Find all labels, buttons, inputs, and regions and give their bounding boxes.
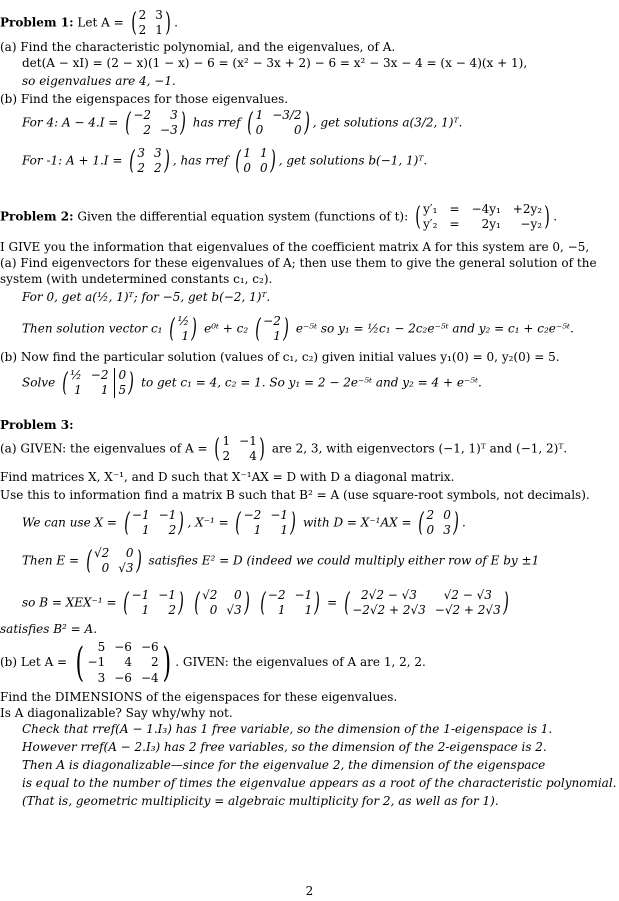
- matrix-cell: 3: [154, 146, 162, 160]
- matrix-cell: 1: [259, 146, 268, 160]
- matrix-cell: 0: [293, 123, 302, 138]
- matrix-cell: √2: [94, 546, 110, 560]
- matrix-rref4: ( 1 −3/2 0 0 ): [247, 107, 310, 138]
- vector-v5: ( −2 1 ): [255, 313, 289, 344]
- matrix-cell: −2: [133, 108, 152, 122]
- matrix-cell: −3: [160, 123, 178, 138]
- matrix-cell: −1: [158, 588, 176, 602]
- matrix-A1: ( 2 3 2 1 ): [130, 7, 171, 38]
- d-label: with D = X⁻¹AX =: [303, 515, 412, 530]
- matrix-cell: −1: [131, 508, 150, 522]
- p3-then-line: [22, 546, 539, 576]
- matrix-cell: 1: [155, 23, 163, 38]
- p3-find-dim: Find the DIMENSIONS of the eigenspaces for these eigenvalues.: [0, 690, 398, 704]
- matrix-cell: −6: [114, 640, 132, 654]
- matrix-Xinv: ( −2 −1 1 1 ): [235, 507, 296, 538]
- matrix-cell: ½: [70, 368, 82, 382]
- solve-label: Solve: [22, 375, 56, 390]
- form1-rref-label: , has rref: [172, 153, 229, 168]
- xinv-label: , X⁻¹ =: [187, 515, 229, 530]
- matrix-cell: −4y₁: [471, 202, 501, 216]
- matrix-cell: 4: [124, 655, 132, 670]
- matrix-cell: −6: [140, 640, 159, 654]
- p3b-post: . GIVEN: the eigenvalues of A are 1, 2, 2.: [175, 655, 426, 670]
- augmented-matrix: ( ½ −2 1 1 0 5 ): [62, 367, 135, 398]
- matrix-cell: 1: [273, 329, 281, 344]
- vector-v0: ( ½ 1 ): [169, 313, 197, 344]
- matrix-cell: 1: [255, 108, 264, 122]
- sol-mid: e⁰ᵗ + c₂: [204, 321, 249, 336]
- p2-given: I GIVE you the information that eigenvalues of the coefficient matrix A for this system are 0, −5,: [0, 240, 590, 254]
- matrix-cell: 0: [243, 161, 251, 176]
- matrix-cell: 2√2 − √3: [361, 588, 417, 602]
- matrix-cell: 2: [138, 23, 147, 38]
- problem2-title-line: Problem 2: Given the differential equation system (functions of t): ( y′₁ = −4y₁ +2y₂ y′₂ = 2y₁ −y₂ ) .: [0, 201, 558, 232]
- for4-solution: , get solutions a(3/2, 1)ᵀ.: [312, 115, 463, 130]
- matrix-rref1: ( 1 1 0 0 ): [235, 145, 276, 176]
- p3b-pre: (b) Let A =: [0, 655, 68, 670]
- matrix-cell: 2: [426, 508, 435, 522]
- p1-part-b: (b) Find the eigenspaces for those eigenvalues.: [0, 92, 289, 106]
- p3-sob-line: so B = XEX⁻¹ = ( −1 −1 1 2 ) ( √2 0 0 √3 ) ( −2 −1 1 1 ) = ( 2√2 − √3 √2 − √3 −2√2 + 2√3 −√2 + 2√3 ): [22, 588, 512, 618]
- page-number: 2: [305, 884, 314, 898]
- p1-form1-line: [22, 146, 427, 176]
- matrix-cell: 2: [143, 123, 152, 138]
- matrix-cell: 1: [141, 603, 150, 618]
- matrix-cell: −3/2: [272, 108, 302, 122]
- p2-solve-line: [22, 368, 482, 398]
- p3-ans2: However rref(A − 2.I₃) has 2 free variables, so the dimension of the 2-eigenspace is 2.: [22, 740, 547, 754]
- matrix-A-4I: ( −2 3 2 −3 ): [125, 107, 186, 138]
- matrix-cell: 2: [151, 655, 159, 670]
- matrix-cell: −1: [294, 588, 313, 602]
- solve-result: to get c₁ = 4, c₂ = 1. So y₁ = 2 − 2e⁻⁵ᵗ and y₂ = 4 + e⁻⁵ᵗ.: [141, 375, 482, 390]
- form1-label: For -1: A + 1.I =: [22, 153, 123, 168]
- matrix-cell: −1: [158, 508, 177, 522]
- matrix-cell: √3: [118, 561, 134, 576]
- matrix-cell: √2 − √3: [443, 588, 492, 602]
- matrix-D: ( 2 0 0 3 ): [418, 507, 459, 538]
- matrix-cell: ½: [177, 314, 190, 328]
- matrix-cell: −1: [239, 434, 257, 448]
- matrix-cell: −1: [270, 508, 289, 522]
- matrix-cell: +2y₂: [512, 202, 543, 216]
- matrix-cell: 0: [101, 561, 110, 576]
- matrix-cell: 1: [181, 329, 190, 344]
- matrix-E: ( √2 0 0 √3 ): [86, 545, 142, 576]
- system-matrix: ( y′₁ = −4y₁ +2y₂ y′₂ = 2y₁ −y₂ ): [415, 201, 550, 232]
- matrix-cell: y′₂: [423, 217, 438, 232]
- matrix-cell: 3: [443, 523, 451, 538]
- matrix-cell: 3: [170, 108, 178, 122]
- matrix-cell: 1: [280, 523, 289, 538]
- p3-use-info: Use this to information find a matrix B such that B² = A (use square-root symbols, not decimals).: [0, 488, 590, 502]
- p3-diag-q: Is A diagonalizable? Say why/why not.: [0, 706, 233, 720]
- p3-ans4: is equal to the number of times the eigenvalue appears as a root of the characteristic polynomial.: [22, 776, 617, 790]
- p3-part-b-line: [0, 640, 426, 685]
- p3-ans5: (That is, geometric multiplicity = algebraic multiplicity for 2, as well as for 1).: [22, 794, 499, 808]
- form1-solution: , get solutions b(−1, 1)ᵀ.: [278, 153, 428, 168]
- matrix-A3b: ( 5 −6 −6 −1 4 2 3 −6 −4 ): [75, 639, 171, 686]
- matrix-cell: 1: [222, 434, 231, 448]
- matrix-cell: −y₂: [520, 217, 543, 232]
- matrix-A+I: ( 3 3 2 2 ): [129, 145, 170, 176]
- p3-ans3: Then A is diagonalizable—since for the eigenvalue 2, the dimension of the eigenspace: [22, 758, 546, 772]
- matrix-cell: =: [449, 202, 460, 216]
- matrix-A3: ( 1 −1 2 4 ): [214, 433, 265, 464]
- p3-find-mat: Find matrices X, X⁻¹, and D such that X⁻¹AX = D with D a diagonal matrix.: [0, 470, 455, 484]
- matrix-cell: −4: [140, 670, 159, 685]
- matrix-cell: −1: [131, 588, 150, 602]
- p3-part-a-line: [0, 434, 567, 464]
- matrix-cell: −2: [267, 588, 286, 602]
- p1-part-a: (a) Find the characteristic polynomial, and the eigenvalues, of A.: [0, 40, 396, 54]
- then-label: Then E =: [22, 553, 80, 568]
- problem1-heading: Problem 1:: [0, 15, 74, 30]
- p1-for4-line: [22, 108, 462, 138]
- matrix-cell: −6: [114, 670, 132, 685]
- sol-label: Then solution vector c₁: [22, 321, 163, 336]
- matrix-cell: 4: [249, 449, 257, 464]
- p2-part-a1: (a) Find eigenvectors for these eigenvalues of A; then use them to give the general solution of the: [0, 256, 597, 270]
- matrix-cell: 2y₁: [481, 217, 501, 232]
- matrix-cell: −2: [90, 368, 109, 382]
- matrix-cell: =: [449, 217, 460, 232]
- matrix-cell: 5: [118, 383, 127, 398]
- p3-canuse-line: We can use X = ( −1 −1 1 2 ) , X⁻¹ = ( −2 −1 1 1 ) with D = X⁻¹AX = ( 2 0 0 3 ) .: [22, 507, 466, 538]
- sol-result: e⁻⁵ᵗ so y₁ = ½c₁ − 2c₂e⁻⁵ᵗ and y₂ = c₁ + c₂e⁻⁵ᵗ.: [295, 321, 574, 336]
- then-text: satisfies E² = D (indeed we could multiply either row of E by ±1: [148, 553, 540, 568]
- p1-det-line: det(A − xI) = (2 − x)(1 − x) − 6 = (x² − 3x + 2) − 6 = x² − 3x − 4 = (x − 4)(x + 1),: [22, 56, 528, 70]
- matrix-cell: 0: [209, 603, 218, 618]
- matrix-X2: ( −1 −1 1 2 ): [123, 587, 184, 618]
- matrix-cell: 5: [97, 640, 106, 654]
- matrix-cell: 0: [255, 123, 264, 138]
- problem2-intro: Given the differential equation system (functions of t):: [77, 209, 409, 224]
- p3-ans1: Check that rref(A − 1.I₃) has 1 free variable, so the dimension of the 1-eigenspace is 1.: [22, 722, 553, 736]
- matrix-X: ( −1 −1 1 2 ): [124, 507, 185, 538]
- matrix-cell: 2: [168, 603, 176, 618]
- p2-for0: For 0, get a(½, 1)ᵀ; for −5, get b(−2, 1)ᵀ.: [22, 290, 271, 304]
- p3a-post: are 2, 3, with eigenvectors (−1, 1)ᵀ and (−1, 2)ᵀ.: [271, 441, 568, 456]
- matrix-cell: 1: [304, 603, 313, 618]
- matrix-cell: 2: [222, 449, 231, 464]
- matrix-cell: 0: [443, 508, 451, 522]
- matrix-cell: 0: [426, 523, 435, 538]
- problem2-heading: Problem 2:: [0, 209, 74, 224]
- matrix-cell: 2: [154, 161, 162, 176]
- matrix-cell: 0: [125, 546, 134, 560]
- matrix-cell: 1: [243, 146, 251, 160]
- matrix-cell: 1: [141, 523, 150, 538]
- matrix-cell: −1: [87, 655, 106, 670]
- p1-eig-line: so eigenvalues are 4, −1.: [22, 74, 176, 88]
- sob-label: so B = XEX⁻¹ =: [22, 595, 117, 610]
- matrix-cell: 1: [277, 603, 286, 618]
- matrix-cell: √3: [226, 603, 242, 618]
- matrix-cell: 2: [137, 161, 146, 176]
- matrix-cell: −√2 + 2√3: [434, 603, 501, 618]
- matrix-cell: −2: [263, 314, 281, 328]
- matrix-cell: 1: [253, 523, 262, 538]
- p2-solution-line: [22, 314, 574, 344]
- matrix-cell: 1: [100, 383, 109, 398]
- matrix-cell: −2: [243, 508, 262, 522]
- matrix-cell: 0: [234, 588, 242, 602]
- matrix-cell: 3: [155, 8, 163, 22]
- matrix-cell: 3: [137, 146, 146, 160]
- matrix-cell: 2: [168, 523, 177, 538]
- p3-sat: satisfies B² = A.: [0, 622, 98, 636]
- matrix-Xinv2: ( −2 −1 1 1 ): [259, 587, 321, 618]
- matrix-cell: 0: [118, 368, 127, 382]
- problem1-intro: Let A =: [77, 15, 124, 30]
- p3a-pre: (a) GIVEN: the eigenvalues of A =: [0, 441, 208, 456]
- matrix-E2: ( √2 0 0 √3 ): [194, 587, 250, 618]
- matrix-cell: y′₁: [423, 202, 438, 216]
- p2-part-a2: system (with undetermined constants c₁, c₂).: [0, 272, 273, 286]
- matrix-cell: 0: [259, 161, 268, 176]
- for4-rref-label: has rref: [192, 115, 241, 130]
- matrix-cell: −2√2 + 2√3: [352, 603, 426, 618]
- problem1-title-line: Problem 1: Let A = ( 2 3 2 1 ) .: [0, 7, 178, 38]
- problem3-heading: Problem 3:: [0, 418, 74, 432]
- p2-part-b: (b) Now find the particular solution (values of c₁, c₂) given initial values y₁(0) = 0, y₂(0) = 5.: [0, 350, 560, 364]
- matrix-cell: 1: [74, 383, 82, 398]
- matrix-cell: 2: [138, 8, 147, 22]
- canuse-label: We can use X =: [22, 515, 117, 530]
- matrix-cell: √2: [202, 588, 218, 602]
- matrix-B: ( 2√2 − √3 √2 − √3 −2√2 + 2√3 −√2 + 2√3 ): [344, 587, 509, 618]
- for4-label: For 4: A − 4.I =: [22, 115, 119, 130]
- matrix-cell: 3: [97, 670, 106, 685]
